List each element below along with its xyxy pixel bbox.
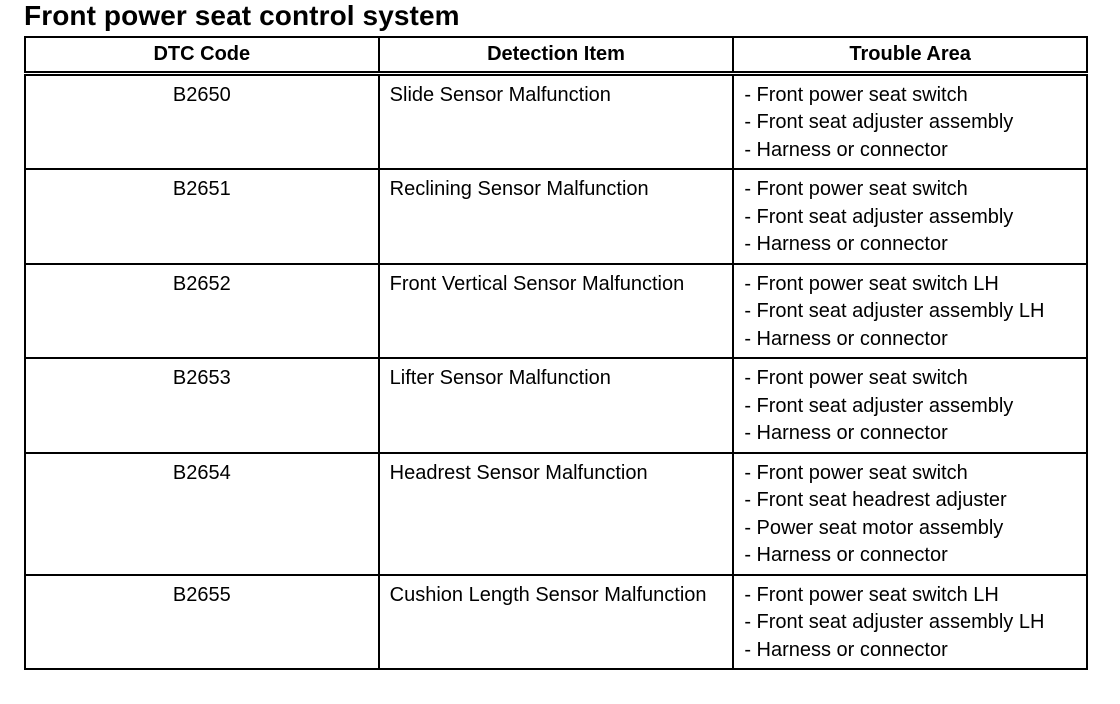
dtc-code-cell: B2655 [25,575,379,670]
table-row [25,453,1087,575]
trouble-area-line: - Harness or connector [744,422,948,444]
trouble-area-cell [733,453,1087,575]
header-trouble-area: Trouble Area [733,37,1087,73]
dtc-code-cell: B2651 [25,169,379,264]
header-dtc-code: DTC Code [25,37,379,73]
trouble-area-cell [733,575,1087,670]
detection-item-cell: Front Vertical Sensor Malfunction [379,264,734,359]
trouble-area-line: - Front seat headrest adjuster [744,489,1007,511]
trouble-area-line: - Front power seat switch [744,367,968,389]
trouble-area-line: - Front power seat switch LH [744,583,999,606]
table-header-row [25,37,1087,73]
page-title: Front power seat control system [24,0,460,31]
trouble-area-line: - Harness or connector [744,138,948,161]
trouble-area-line: - Harness or connector [744,233,948,255]
trouble-area-line: - Front power seat switch LH [744,272,999,295]
detection-item-cell: Cushion Length Sensor Malfunction [379,575,734,670]
trouble-area-cell [733,358,1087,453]
detection-item-cell: Lifter Sensor Malfunction [379,358,734,453]
trouble-area-line: - Harness or connector [744,327,948,350]
table-row [25,575,1087,670]
trouble-area-line: - Front power seat switch [744,461,968,484]
table-row [25,169,1087,264]
detection-item-cell: Headrest Sensor Malfunction [379,453,734,575]
detection-item-cell: Reclining Sensor Malfunction [379,169,734,264]
trouble-area-line: - Front power seat switch [744,83,968,106]
dtc-code-cell: B2653 [25,358,379,453]
trouble-area-line: - Harness or connector [744,638,948,661]
trouble-area-line: - Front seat adjuster assembly [744,205,1014,228]
header-detection-item: Detection Item [379,37,734,73]
trouble-area-line: - Front seat adjuster assembly LH [744,300,1045,322]
trouble-area-cell [733,169,1087,264]
trouble-area-line: - Power seat motor assembly [744,516,1004,539]
table-row [25,358,1087,453]
trouble-area-line: - Harness or connector [744,544,948,566]
trouble-area-line: - Front power seat switch [744,178,968,200]
trouble-area-cell [733,73,1087,169]
table-row [25,264,1087,359]
trouble-area-line: - Front seat adjuster assembly LH [744,611,1045,633]
trouble-area-cell [733,264,1087,359]
detection-item-cell: Slide Sensor Malfunction [379,73,734,169]
table-row [25,73,1087,169]
dtc-code-cell: B2654 [25,453,379,575]
dtc-code-cell: B2650 [25,73,379,169]
dtc-table [24,36,1088,670]
trouble-area-line: - Front seat adjuster assembly [744,111,1014,133]
trouble-area-line: - Front seat adjuster assembly [744,394,1014,417]
dtc-code-cell: B2652 [25,264,379,359]
